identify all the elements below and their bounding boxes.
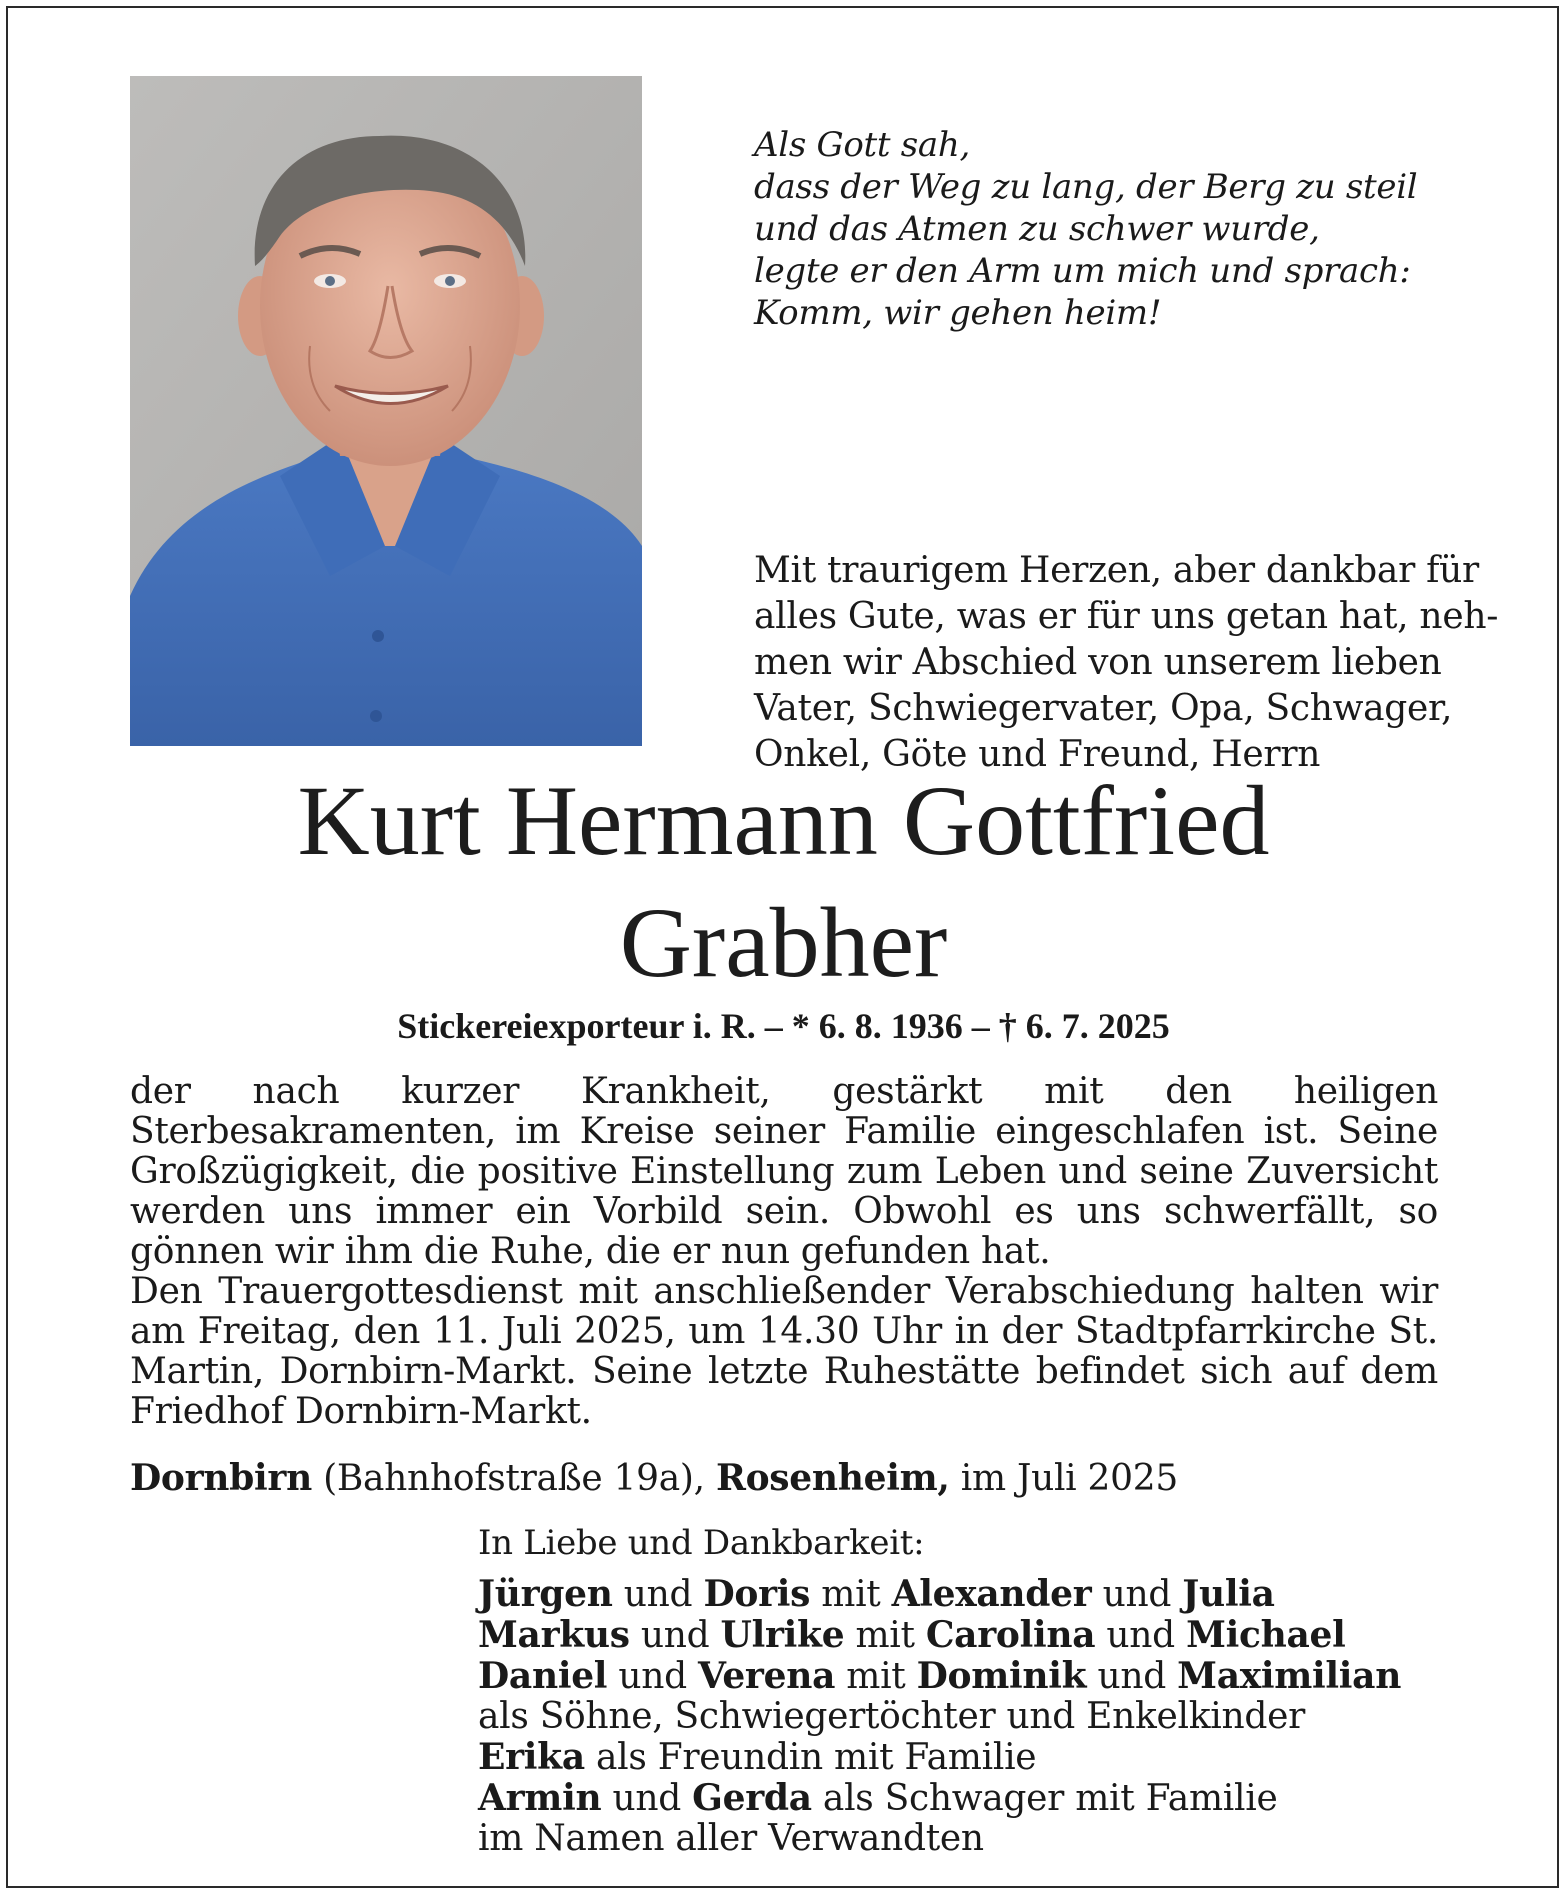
mourner-name: Markus — [478, 1614, 630, 1656]
mourners-row — [478, 1697, 1401, 1737]
love-line: In Liebe und Dankbarkeit: — [478, 1523, 925, 1563]
mourners-row — [478, 1778, 1401, 1819]
mourner-text: und — [607, 1656, 698, 1697]
deceased-surname: Grabher — [619, 887, 948, 998]
body-paragraph: der nach kurzer Krankheit, gestärkt mit den heiligen Sterbesakramenten, im Kreise seiner Familie eingeschlafen ist. Seine Großzügigkeit, die positive Einstellung zum Leben und seine Zuversicht werden uns immer ein Vorbild sein. Obwohl es uns schwerfällt, so gönnen wir ihm die Ruhe, die er nun gefunden hat. — [130, 1071, 1438, 1272]
mourner-text: mit — [835, 1656, 917, 1697]
mourner-name: Doris — [703, 1573, 811, 1615]
address: (Bahnhofstraße 19a), — [311, 1458, 716, 1499]
intro-line: Vater, Schwiegervater, Opa, Schwager, — [754, 688, 1453, 729]
mourner-text: und — [1086, 1656, 1178, 1697]
poem-line: Als Gott sah, — [754, 125, 970, 165]
poem-line: dass der Weg zu lang, der Berg zu steil — [754, 167, 1418, 207]
mourner-name: Maximilian — [1177, 1655, 1402, 1697]
mourner-text: und — [1091, 1574, 1183, 1615]
mourner-name: Jürgen — [478, 1573, 613, 1615]
mourners-row — [478, 1574, 1401, 1615]
mourner-text: und — [612, 1574, 704, 1615]
mourner-text: mit — [810, 1574, 892, 1615]
mourner-name: Erika — [478, 1736, 585, 1778]
intro-line: Mit traurigem Herzen, aber dankbar für — [754, 550, 1479, 591]
mourner-text: als Freundin mit Familie — [584, 1737, 1037, 1778]
profession-dates: Stickereiexporteur i. R. – * 6. 8. 1936 – † 6. 7. 2025 — [397, 1006, 1170, 1046]
mourner-name: Verena — [698, 1655, 836, 1697]
poem-line: legte er den Arm um mich und sprach: — [754, 251, 1411, 291]
mourner-text: als Söhne, Schwiegertöchter und Enkelkinder — [478, 1696, 1306, 1737]
mourners-row — [478, 1615, 1401, 1656]
poem-line: Komm, wir gehen heim! — [754, 293, 1162, 333]
mourners-row — [478, 1819, 1401, 1859]
obituary-body — [130, 1072, 1438, 1432]
mourner-text: als Schwager mit Familie — [811, 1778, 1278, 1819]
mourner-name: Alexander — [891, 1573, 1092, 1615]
mourner-text: und — [601, 1778, 693, 1819]
mourner-name: Armin — [478, 1777, 602, 1819]
mourners-row — [478, 1737, 1401, 1778]
mourners-list — [478, 1574, 1401, 1859]
mourner-text: mit — [844, 1615, 926, 1656]
intro-line: alles Gute, was er für uns getan hat, neh- — [754, 596, 1499, 637]
mourner-name: Michael — [1186, 1614, 1346, 1656]
mourners-row — [478, 1656, 1401, 1697]
mourner-name: Carolina — [925, 1614, 1096, 1656]
date: im Juli 2025 — [949, 1458, 1178, 1499]
portrait-photo — [130, 76, 642, 746]
body-paragraph: Den Trauergottesdienst mit anschließender Verabschiedung halten wir am Freitag, den 11. Juli 2025, um 14.30 Uhr in der Stadtpfarrkirche St. Martin, Dornbirn-Markt. Seine letzte Ruhestätte befindet sich auf dem Friedhof Dornbirn-Markt. — [130, 1271, 1438, 1432]
mourner-text: im Namen aller Verwandten — [478, 1818, 984, 1859]
mourner-name: Julia — [1182, 1573, 1275, 1615]
place-date-line — [130, 1456, 1178, 1501]
mourner-text: und — [629, 1615, 721, 1656]
intro-paragraph — [754, 548, 1499, 778]
mourner-name: Ulrike — [720, 1614, 845, 1656]
mourner-name: Dominik — [916, 1655, 1087, 1697]
mourner-name: Gerda — [692, 1777, 812, 1819]
deceased-name: Kurt Hermann Gottfried — [297, 765, 1270, 876]
poem-line: und das Atmen zu schwer wurde, — [754, 209, 1320, 249]
city-name: Dornbirn — [130, 1457, 312, 1499]
mourner-text: und — [1095, 1615, 1187, 1656]
poem — [754, 124, 1474, 334]
city-name: Rosenheim, — [715, 1457, 950, 1499]
intro-line: men wir Abschied von unserem lieben — [754, 642, 1442, 683]
intro-line: Onkel, Göte und Freund, Herrn — [754, 734, 1321, 775]
mourner-name: Daniel — [478, 1655, 608, 1697]
